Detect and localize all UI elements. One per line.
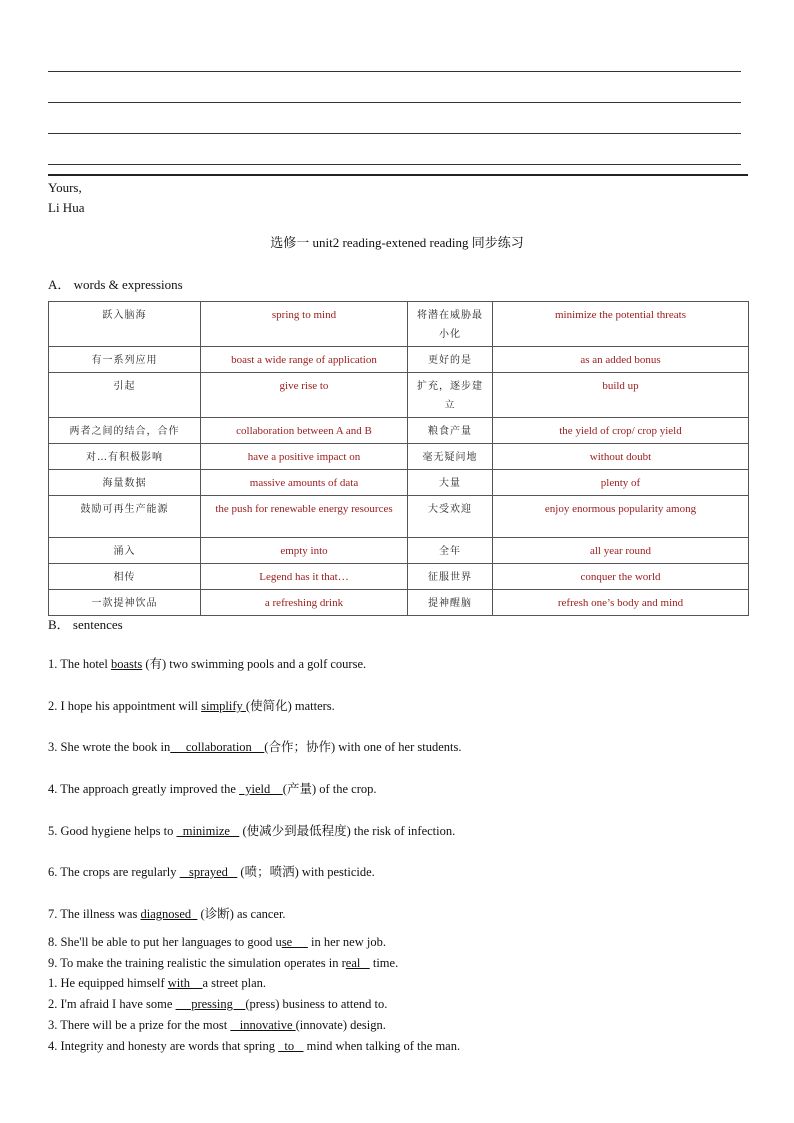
- sentence-text: 9. To make the training realistic the simulation operates in r: [48, 956, 346, 970]
- table-row: [49, 418, 749, 444]
- cn-term: 将潜在威胁最小化: [408, 302, 493, 347]
- writing-line: [48, 102, 741, 103]
- sentence-text: 1. The hotel: [48, 657, 111, 671]
- sentence-text: (press) business to attend to.: [245, 997, 388, 1011]
- cn-term: 跃入脑海: [49, 302, 201, 347]
- sentence-text: (产量) of the crop.: [282, 782, 377, 796]
- sentence: [48, 956, 398, 971]
- sentence: [48, 976, 266, 991]
- en-term: enjoy enormous popularity among: [493, 496, 749, 538]
- cn-term: 对…有积极影响: [49, 444, 201, 470]
- en-term: a refreshing drink: [201, 590, 408, 616]
- sentence-text: (合作；协作) with one of her students.: [264, 740, 462, 754]
- en-term: the push for renewable energy resources: [201, 496, 408, 538]
- en-term: as an added bonus: [493, 347, 749, 373]
- en-term: refresh one’s body and mind: [493, 590, 749, 616]
- section-b-heading: B． sentences: [48, 617, 123, 632]
- en-term: spring to mind: [201, 302, 408, 347]
- sentence-text: 3. She wrote the book in: [48, 740, 171, 754]
- sentence-text: 1. He equipped himself: [48, 976, 168, 990]
- en-term: minimize the potential threats: [493, 302, 749, 347]
- en-term: without doubt: [493, 444, 749, 470]
- sentence-text: 8. She'll be able to put her languages to good u: [48, 935, 282, 949]
- sentence-text: 6. The crops are regularly: [48, 865, 180, 879]
- sentence: [48, 654, 366, 672]
- sentence-text: a street plan.: [202, 976, 267, 990]
- sentence: [48, 997, 387, 1012]
- cn-term: 扩充，逐步建立: [408, 373, 493, 418]
- table-row: [49, 302, 749, 347]
- answer-blank: with: [167, 976, 203, 990]
- en-term: empty into: [201, 538, 408, 564]
- table-row: [49, 470, 749, 496]
- sentence-text: 3. There will be a prize for the most: [48, 1018, 231, 1032]
- sentence: [48, 904, 286, 922]
- cn-term: 提神醒脑: [408, 590, 493, 616]
- en-term: Legend has it that…: [201, 564, 408, 590]
- cn-term: 全年: [408, 538, 493, 564]
- sentence: [48, 862, 375, 880]
- answer-blank: diagnosed: [140, 907, 198, 921]
- answer-blank: pressing: [175, 997, 246, 1011]
- table-row: [49, 564, 749, 590]
- sentence: [48, 779, 377, 797]
- cn-term: 毫无疑问地: [408, 444, 493, 470]
- vocab-table: [48, 301, 749, 616]
- cn-term: 两者之间的结合，合作: [49, 418, 201, 444]
- cn-term: 鼓励可再生产能源: [49, 496, 201, 538]
- table-row: [49, 347, 749, 373]
- sentence: [48, 696, 335, 714]
- writing-line: [48, 164, 741, 165]
- cn-term: 大受欢迎: [408, 496, 493, 538]
- cn-term: 粮食产量: [408, 418, 493, 444]
- sentence-text: (喷；喷洒) with pesticide.: [237, 865, 375, 879]
- sentence: [48, 1039, 460, 1054]
- en-term: all year round: [493, 538, 749, 564]
- en-term: have a positive impact on: [201, 444, 408, 470]
- answer-blank: sprayed: [179, 865, 238, 879]
- answer-blank: se: [281, 935, 308, 949]
- answer-blank: to: [278, 1039, 304, 1053]
- sentence-text: 2. I hope his appointment will: [48, 699, 202, 713]
- sentence-text: (有) two swimming pools and a golf course.: [142, 657, 367, 671]
- table-row: [49, 590, 749, 616]
- sentence-text: 4. Integrity and honesty are words that spring: [48, 1039, 279, 1053]
- sentence-text: time.: [369, 956, 399, 970]
- writing-line: [48, 133, 741, 134]
- sentence-text: (使减少到最低程度) the risk of infection.: [239, 824, 456, 838]
- section-divider: [48, 174, 748, 176]
- sentence-text: 2. I'm afraid I have some: [48, 997, 176, 1011]
- sentence-text: (诊断) as cancer.: [197, 907, 286, 921]
- en-term: collaboration between A and B: [201, 418, 408, 444]
- sentence-text: in her new job.: [307, 935, 386, 949]
- letter-signature: Li Hua: [48, 200, 85, 215]
- answer-blank: collaboration: [170, 740, 265, 754]
- answer-blank: eal: [345, 956, 370, 970]
- table-row: [49, 373, 749, 418]
- en-term: give rise to: [201, 373, 408, 418]
- answer-blank: simplify: [201, 699, 246, 713]
- answer-blank: minimize: [176, 824, 240, 838]
- table-row: [49, 444, 749, 470]
- answer-blank: yield: [239, 782, 283, 796]
- cn-term: 大量: [408, 470, 493, 496]
- cn-term: 有一系列应用: [49, 347, 201, 373]
- cn-term: 一款提神饮品: [49, 590, 201, 616]
- sentence: [48, 821, 455, 839]
- sentence-text: 5. Good hygiene helps to: [48, 824, 177, 838]
- section-a-heading: A． words & expressions: [48, 277, 183, 292]
- sentence-text: mind when talking of the man.: [303, 1039, 461, 1053]
- sentence: [48, 737, 462, 755]
- sentence-text: (innovate) design.: [295, 1018, 386, 1032]
- writing-line: [48, 71, 741, 72]
- cn-term: 相传: [49, 564, 201, 590]
- sentence-text: 7. The illness was: [48, 907, 141, 921]
- table-row: [49, 496, 749, 538]
- en-term: build up: [493, 373, 749, 418]
- cn-term: 海量数据: [49, 470, 201, 496]
- cn-term: 涌入: [49, 538, 201, 564]
- sentence: [48, 1018, 386, 1033]
- sentence: [48, 935, 386, 950]
- cn-term: 更好的是: [408, 347, 493, 373]
- page-title: 选修一 unit2 reading-extened reading 同步练习: [270, 235, 524, 250]
- sentence-text: (使简化) matters.: [245, 699, 335, 713]
- en-term: plenty of: [493, 470, 749, 496]
- cn-term: 引起: [49, 373, 201, 418]
- answer-blank: boasts: [110, 657, 143, 671]
- table-row: [49, 538, 749, 564]
- en-term: massive amounts of data: [201, 470, 408, 496]
- en-term: boast a wide range of application: [201, 347, 408, 373]
- en-term: conquer the world: [493, 564, 749, 590]
- sentence-text: 4. The approach greatly improved the: [48, 782, 240, 796]
- letter-closing: Yours,: [48, 180, 82, 195]
- cn-term: 征服世界: [408, 564, 493, 590]
- answer-blank: innovative: [230, 1018, 296, 1032]
- en-term: the yield of crop/ crop yield: [493, 418, 749, 444]
